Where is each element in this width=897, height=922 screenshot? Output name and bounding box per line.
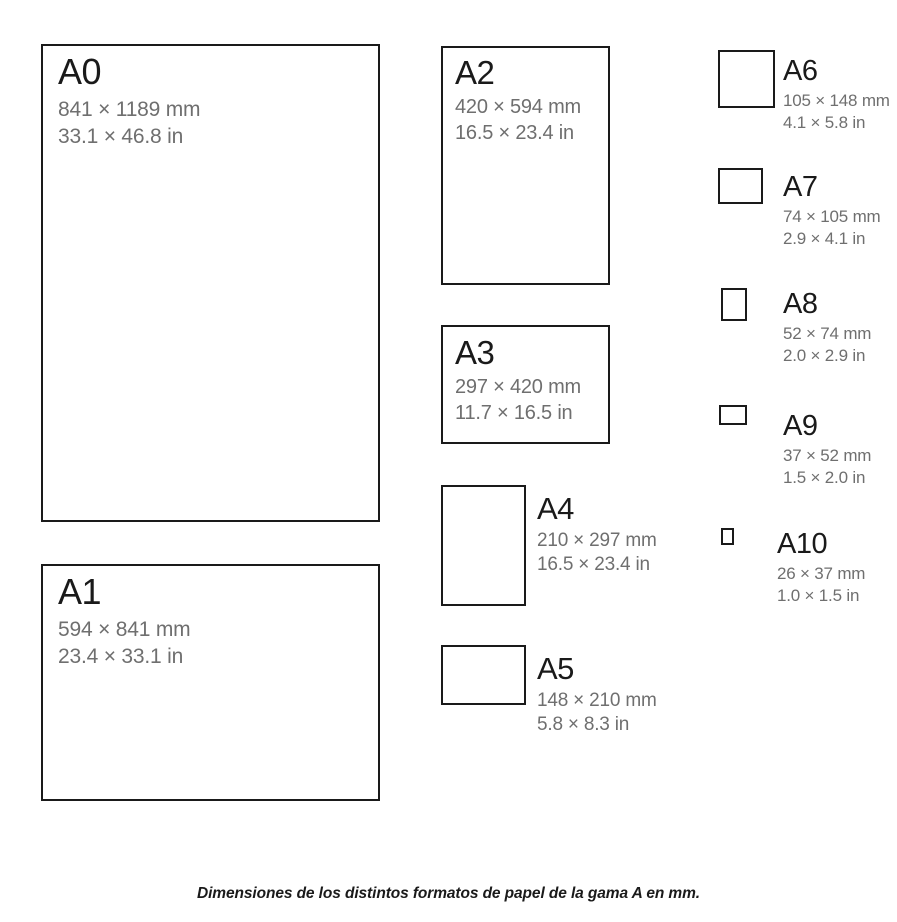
- size-name-a1: A1: [58, 571, 102, 612]
- label-a10: [777, 530, 865, 609]
- size-mm-a2: 420 × 594 mm: [455, 96, 582, 118]
- paper-rect-a4: [441, 485, 526, 606]
- diagram-caption: Dimensiones de los distintos formatos de papel de la gama A en mm.: [196, 885, 700, 902]
- size-name-a8: A8: [783, 288, 818, 320]
- paper-rect-a7: [718, 168, 763, 204]
- size-mm-a9: 37 × 52 mm: [783, 446, 872, 465]
- label-a3: [455, 336, 581, 429]
- size-name-a9: A9: [783, 410, 818, 442]
- size-name-a6: A6: [783, 55, 818, 87]
- size-name-a7: A7: [783, 171, 818, 203]
- size-in-a8: 2.0 × 2.9 in: [783, 346, 866, 365]
- size-in-a7: 2.9 × 4.1 in: [783, 229, 866, 248]
- size-name-a3: A3: [455, 334, 495, 371]
- size-in-a2: 16.5 × 23.4 in: [455, 122, 574, 144]
- label-a1: [58, 571, 191, 673]
- size-mm-a7: 74 × 105 mm: [783, 207, 881, 226]
- label-a4: [537, 493, 657, 579]
- size-name-a5: A5: [537, 651, 574, 686]
- paper-rect-a5: [441, 645, 526, 705]
- size-mm-a8: 52 × 74 mm: [783, 324, 872, 343]
- label-a2: [455, 56, 581, 149]
- size-mm-a3: 297 × 420 mm: [455, 376, 582, 398]
- size-name-a4: A4: [537, 491, 574, 526]
- label-a8: [783, 290, 871, 369]
- label-a0: [58, 51, 201, 153]
- size-in-a6: 4.1 × 5.8 in: [783, 113, 866, 132]
- size-in-a1: 23.4 × 33.1 in: [58, 645, 184, 668]
- size-name-a2: A2: [455, 54, 495, 91]
- size-mm-a5: 148 × 210 mm: [537, 690, 657, 711]
- size-in-a0: 33.1 × 46.8 in: [58, 125, 184, 148]
- size-mm-a10: 26 × 37 mm: [777, 564, 866, 583]
- size-in-a5: 5.8 × 8.3 in: [537, 714, 630, 735]
- size-mm-a1: 594 × 841 mm: [58, 618, 191, 641]
- size-in-a3: 11.7 × 16.5 in: [455, 402, 573, 424]
- label-a6: [783, 57, 890, 136]
- label-a9: [783, 412, 871, 491]
- label-a5: [537, 653, 657, 739]
- paper-rect-a9: [719, 405, 747, 425]
- paper-rect-a10: [721, 528, 734, 545]
- paper-rect-a6: [718, 50, 775, 108]
- size-in-a9: 1.5 × 2.0 in: [783, 468, 866, 487]
- size-name-a10: A10: [777, 528, 828, 560]
- size-in-a4: 16.5 × 23.4 in: [537, 554, 650, 575]
- size-in-a10: 1.0 × 1.5 in: [777, 586, 860, 605]
- paper-rect-a8: [721, 288, 747, 321]
- size-mm-a4: 210 × 297 mm: [537, 530, 657, 551]
- size-mm-a0: 841 × 1189 mm: [58, 98, 201, 121]
- label-a7: [783, 173, 881, 252]
- size-mm-a6: 105 × 148 mm: [783, 91, 890, 110]
- size-name-a0: A0: [58, 51, 102, 92]
